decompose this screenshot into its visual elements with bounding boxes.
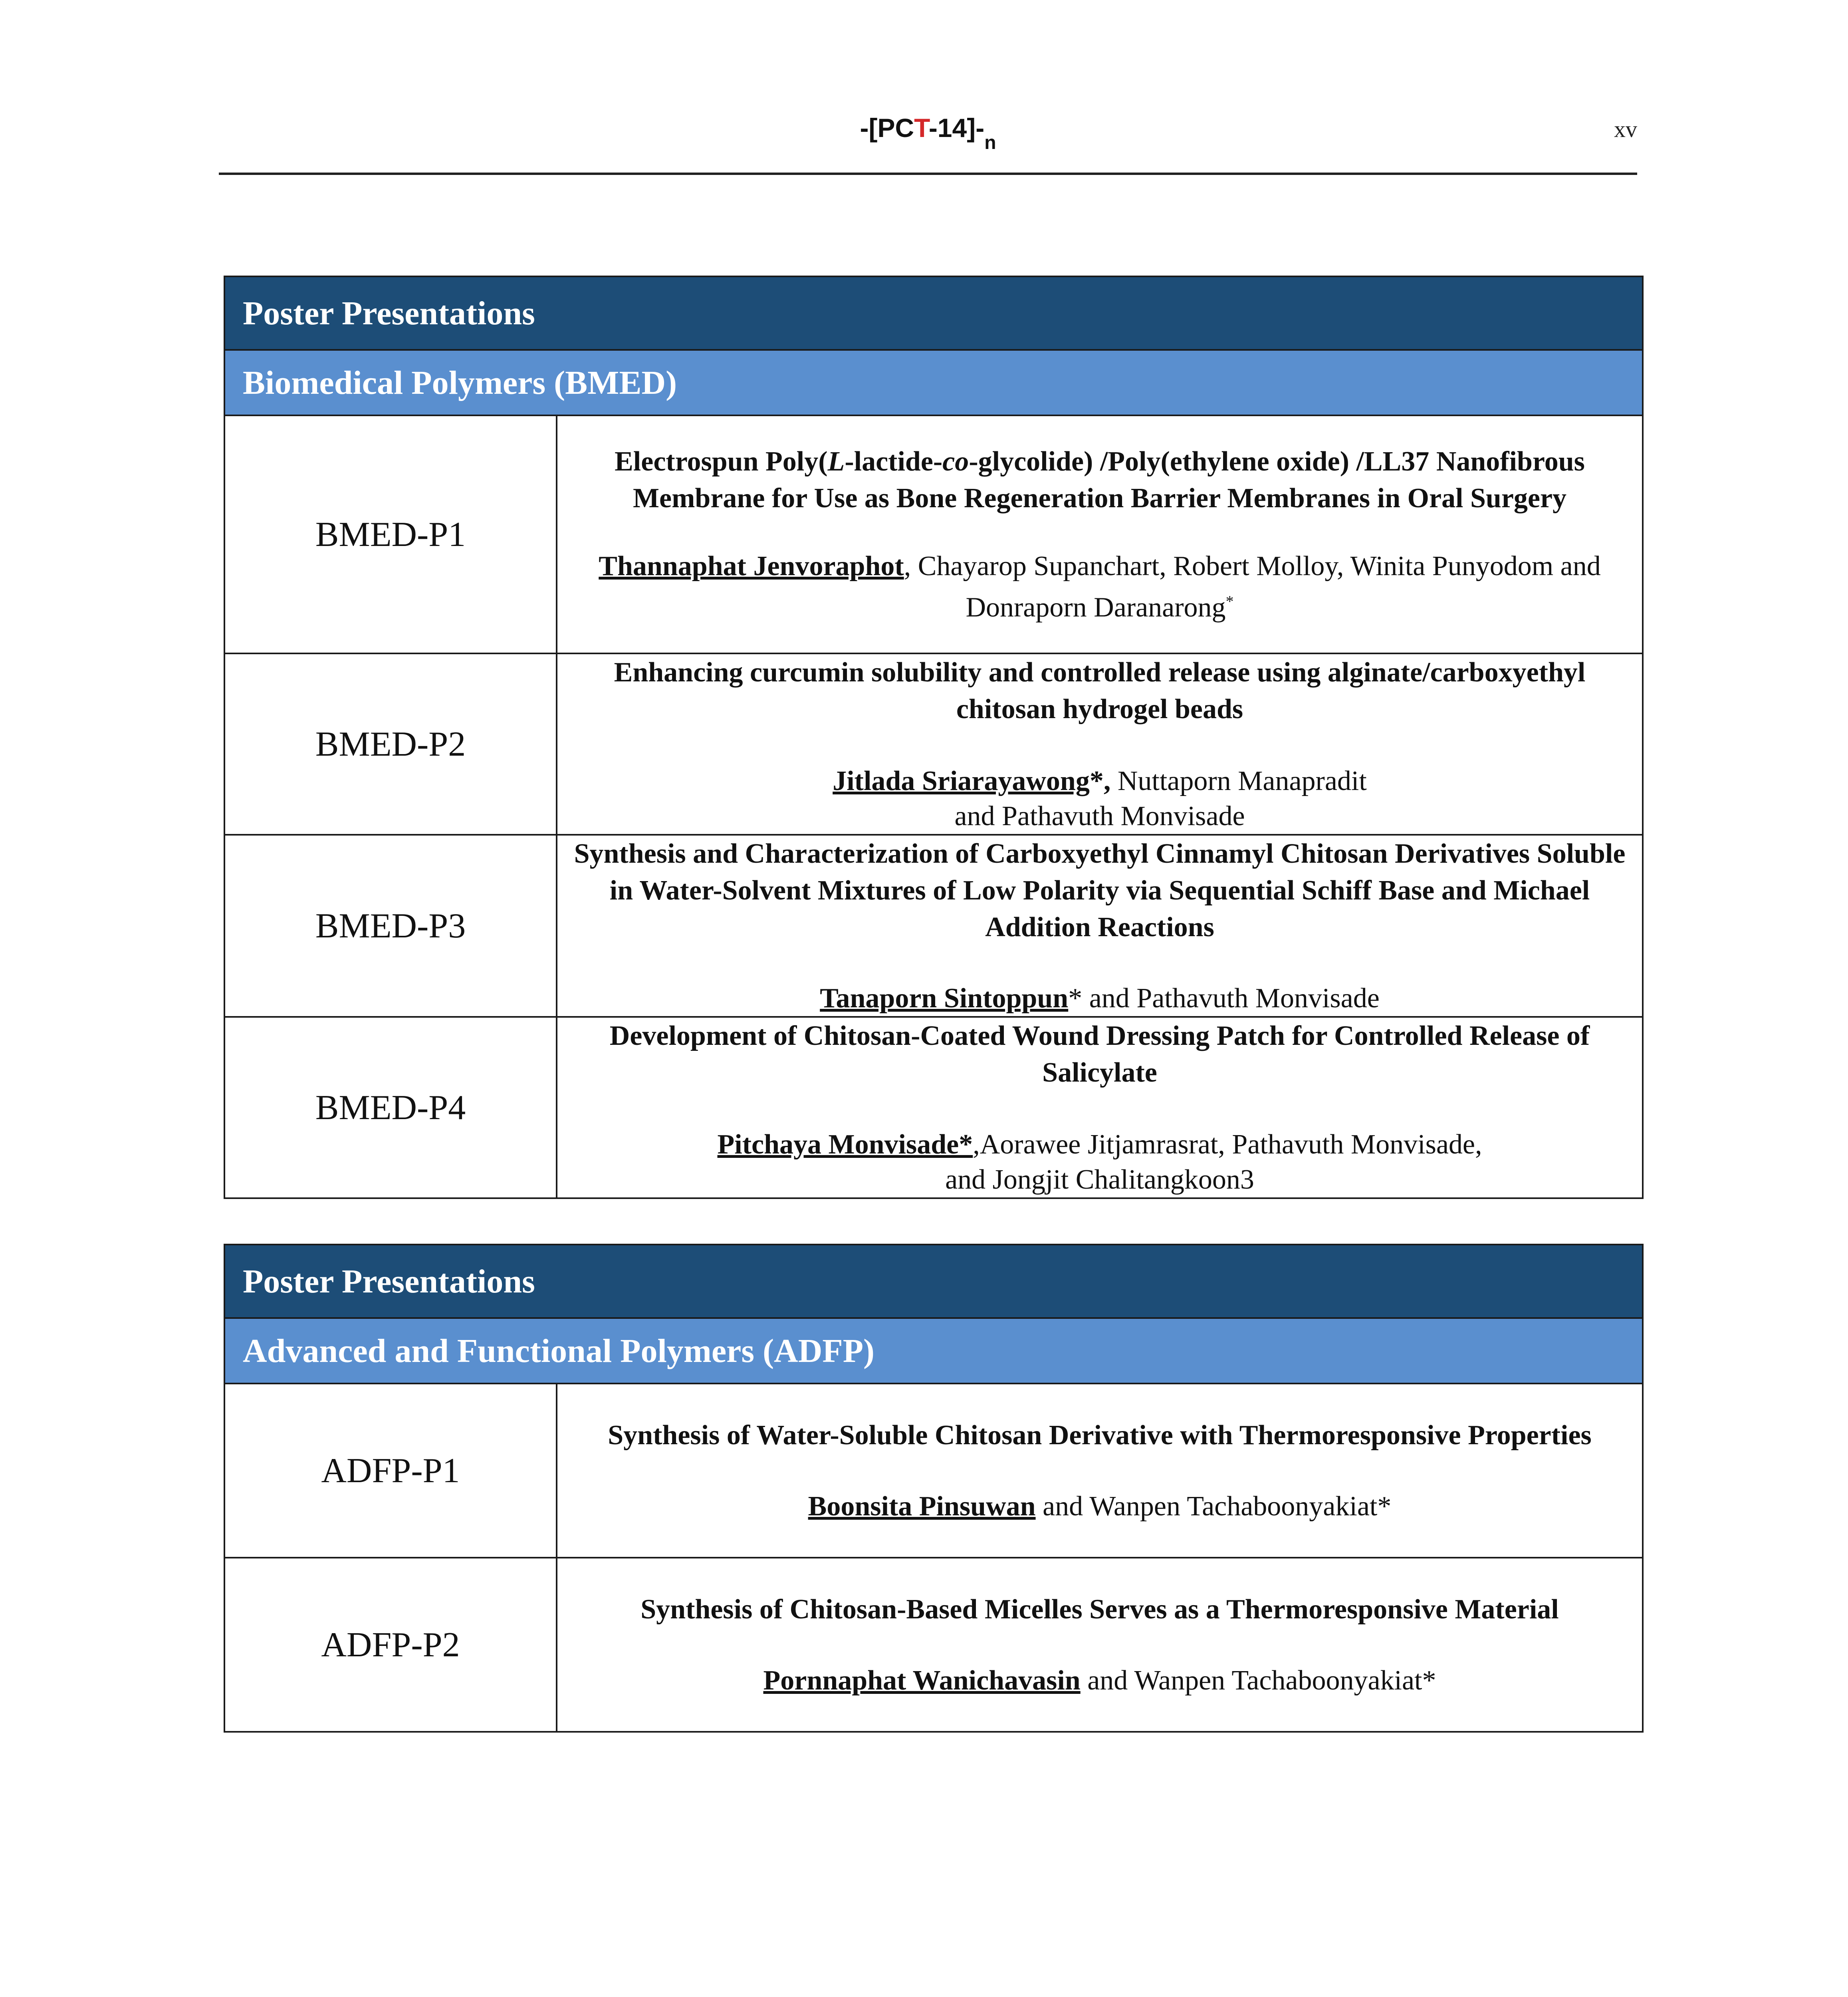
poster-title: Development of Chitosan-Coated Wound Dressing Patch for Controlled Release of Salicylate — [609, 1020, 1590, 1088]
session-topic: Advanced and Functional Polymers (ADFP) — [224, 1318, 1643, 1384]
poster-code: BMED-P1 — [224, 415, 557, 653]
table-row — [224, 1384, 1643, 1558]
poster-code: BMED-P2 — [224, 653, 557, 835]
poster-entry — [557, 415, 1643, 653]
poster-authors: Boonsita Pinsuwan and Wanpen Tachaboonyakiat* — [808, 1491, 1392, 1522]
poster-entry — [557, 835, 1643, 1017]
poster-authors: Pitchaya Monvisade*,Aorawee Jitjamrasrat, Pathavuth Monvisade, and Jongjit Chalitangkoon3 — [717, 1129, 1482, 1195]
poster-title: Electrospun Poly(L-lactide-co-glycolide) /Poly(ethylene oxide) /LL37 Nanofibrous Membrane for Use as Bone Regeneration Barrier Membranes in Oral Surgery — [615, 446, 1585, 514]
session-topic: Biomedical Polymers (BMED) — [224, 350, 1643, 415]
table-row — [224, 415, 1643, 653]
poster-entry — [557, 1558, 1643, 1732]
presenter-name: Pitchaya Monvisade* — [717, 1129, 973, 1160]
poster-title: Synthesis of Water-Soluble Chitosan Derivative with Thermoresponsive Properties — [608, 1420, 1592, 1451]
presenter-name: Thannaphat Jenvoraphot — [599, 551, 904, 582]
poster-entry — [557, 653, 1643, 835]
session-heading: Poster Presentations — [224, 1245, 1643, 1318]
poster-authors: Thannaphat Jenvoraphot, Chayarop Supanchart, Robert Molloy, Winita Punyodom and Donraporn Daranarong* — [599, 551, 1601, 623]
presenter-name: Jitlada Sriarayawong — [833, 766, 1090, 796]
poster-code: ADFP-P2 — [224, 1558, 557, 1732]
poster-entry — [557, 1017, 1643, 1198]
poster-title: Synthesis and Characterization of Carboxyethyl Cinnamyl Chitosan Derivatives Soluble in Water-Solvent Mixtures of Low Polarity via Sequential Schiff Base and Michael Addition Reactions — [574, 838, 1626, 943]
presenter-name: Boonsita Pinsuwan — [808, 1491, 1036, 1522]
header-title-highlight: T — [914, 113, 929, 143]
page-number: xv — [1614, 116, 1637, 142]
poster-code: BMED-P4 — [224, 1017, 557, 1198]
poster-title: Enhancing curcumin solubility and controlled release using alginate/carboxyethyl chitosan hydrogel beads — [614, 657, 1586, 725]
page-header — [219, 96, 1637, 175]
session-table-bmed — [224, 276, 1644, 1199]
poster-entry — [557, 1384, 1643, 1558]
poster-authors: Jitlada Sriarayawong*, Nuttaporn Manapradit and Pathavuth Monvisade — [833, 766, 1367, 832]
presenter-name: Tanaporn Sintoppun — [820, 983, 1069, 1014]
table-row — [224, 835, 1643, 1017]
session-table-adfp — [224, 1244, 1644, 1733]
poster-authors: Pornnaphat Wanichavasin and Wanpen Tachaboonyakiat* — [763, 1665, 1436, 1696]
table-row — [224, 1558, 1643, 1732]
table-row — [224, 1017, 1643, 1198]
table-row — [224, 653, 1643, 835]
poster-authors: Tanaporn Sintoppun* and Pathavuth Monvisade — [820, 983, 1380, 1014]
poster-title: Synthesis of Chitosan-Based Micelles Serves as a Thermoresponsive Material — [640, 1594, 1559, 1625]
presenter-name: Pornnaphat Wanichavasin — [763, 1665, 1081, 1696]
header-title: $-[PCT-14]-_n$ — [860, 113, 996, 153]
session-heading: Poster Presentations — [224, 276, 1643, 350]
poster-code: ADFP-P1 — [224, 1384, 557, 1558]
poster-code: BMED-P3 — [224, 835, 557, 1017]
